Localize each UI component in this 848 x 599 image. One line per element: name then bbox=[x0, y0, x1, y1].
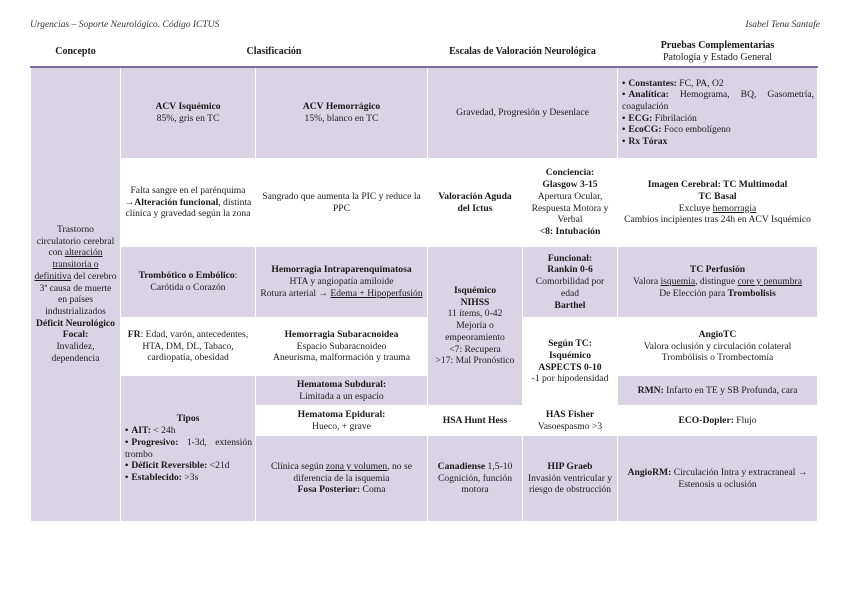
canadiense-cell bbox=[428, 436, 523, 522]
canadiense-text: 1,5-10 Cognición, función motora bbox=[437, 460, 513, 496]
conciencia-cell bbox=[523, 159, 618, 247]
fosa-text: Coma bbox=[360, 484, 386, 496]
barthel-label: Barthel bbox=[554, 299, 586, 311]
nihss-text-3: <7: Recupera bbox=[449, 343, 501, 355]
table-row bbox=[31, 376, 818, 406]
imagen-text-3: Cambios incipientes tras 24h en ACV Isquémico bbox=[624, 214, 811, 226]
list-item: • Déficit Reversible: <21d bbox=[125, 460, 252, 472]
perfusion-text-2: isquemia bbox=[660, 276, 696, 288]
sangrado-cell: Sangrado que aumenta la PIC y reduce la PPC bbox=[256, 159, 428, 247]
hip-text-3: Edema + Hipoperfusión bbox=[330, 287, 423, 299]
tipos-cell bbox=[121, 376, 256, 522]
conciencia-title: Conciencia: bbox=[545, 167, 595, 179]
aspects-text-2: Isquémico bbox=[548, 349, 592, 361]
rankin-label: Rankin 0-6 bbox=[547, 264, 593, 276]
funcional-cell bbox=[523, 247, 618, 318]
list-item: • Constantes: FC, PA, O2 bbox=[622, 78, 814, 90]
conciencia-text: Apertura Ocular, Respuesta Motora y Verbal bbox=[531, 190, 609, 226]
hsa-text-2: Aneurisma, malformación y trauma bbox=[273, 352, 410, 364]
fr-cell bbox=[121, 318, 256, 376]
trombotico-text: : Carótida o Corazón bbox=[150, 270, 238, 293]
angiotc-cell bbox=[618, 318, 818, 376]
pruebas-generales-cell bbox=[618, 67, 818, 159]
concepto-text-6: Invalidez, dependencia bbox=[51, 341, 100, 364]
hip-cell bbox=[256, 247, 428, 318]
fisher-cell bbox=[523, 406, 618, 436]
nihss-text-4: >17: Mal Pronóstico bbox=[435, 355, 515, 367]
hed-text: Hueco, + grave bbox=[312, 420, 371, 432]
table-row bbox=[31, 318, 818, 376]
hed-cell bbox=[256, 406, 428, 436]
fr-text: : Edad, varón, antecedentes, HTA, DM, DL, Tabaco, cardiopatía, obesidad bbox=[140, 328, 249, 364]
fr-title: FR bbox=[127, 328, 141, 340]
rmn-title: RMN: bbox=[637, 384, 664, 396]
header-row bbox=[31, 38, 818, 67]
concepto-text-4: 3ª causa de muerte en países industrializados bbox=[39, 282, 112, 317]
aspects-text-1: Según TC: bbox=[548, 338, 592, 350]
valoracion-aguda-cell: Valoración Aguda del Ictus bbox=[428, 159, 523, 247]
eco-text: Flujo bbox=[733, 414, 757, 426]
col-header-escalas: Escalas de Valoración Neurológica bbox=[428, 38, 618, 67]
tipos-title: Tipos bbox=[176, 413, 200, 425]
eco-dopler-cell bbox=[618, 406, 818, 436]
col-header-pruebas bbox=[618, 38, 818, 67]
graeb-title: HIP Graeb bbox=[547, 460, 593, 472]
concepto-text-5: Déficit Neurológico Focal: bbox=[36, 317, 115, 341]
funcional-title: Funcional: bbox=[547, 252, 593, 264]
trombotico-title: Trombótico o Embólico bbox=[138, 270, 235, 282]
falta-sangre-text: Falta sangre en el parénquima bbox=[130, 184, 246, 196]
concepto-text-2: alteración transitoria o definitiva bbox=[34, 247, 103, 282]
hip-text-2: Rotura arterial → bbox=[260, 287, 331, 299]
tc-perfusion-title: TC Perfusión bbox=[689, 264, 746, 276]
list-item: • AIT: < 24h bbox=[125, 425, 252, 437]
tc-perfusion-cell bbox=[618, 247, 818, 318]
acv-isquemico-title: ACV Isquémico bbox=[155, 101, 221, 113]
glasgow-label: Glasgow 3-15 bbox=[542, 179, 598, 191]
pruebas-generales-list bbox=[621, 78, 814, 148]
concepto-cell bbox=[31, 67, 121, 522]
trombotico-cell bbox=[121, 247, 256, 318]
graeb-text: Invasión ventricular y riesgo de obstrucción bbox=[527, 472, 613, 496]
hed-title: Hematoma Epidural: bbox=[297, 408, 386, 420]
nihss-cell bbox=[428, 247, 523, 406]
angiotc-title: AngioTC bbox=[698, 328, 737, 340]
arrow-icon: → bbox=[124, 196, 135, 208]
col-header-clasificacion: Clasificación bbox=[121, 38, 428, 67]
tc-basal-label: TC Basal bbox=[698, 190, 737, 202]
pruebas-title: Pruebas Complementarias bbox=[660, 39, 775, 51]
alteracion-funcional: Alteración funcional bbox=[134, 196, 219, 208]
fisher-title: HAS Fisher bbox=[545, 408, 595, 420]
nihss-text-1: 11 ítems, 0-42 bbox=[447, 308, 503, 320]
eco-title: ECO-Dopler: bbox=[678, 414, 734, 426]
clinica-text-3: , no se diferencia de la isquemia bbox=[293, 460, 412, 484]
aspects-label: ASPECTS 0-10 bbox=[538, 361, 602, 373]
acv-isquemico-text: 85%, gris en TC bbox=[156, 112, 220, 124]
angiorm-title: AngioRM: bbox=[627, 466, 672, 478]
clinica-text-1: Clínica según bbox=[271, 460, 326, 472]
list-item: • Analítica: Hemograma, BQ, Gasometría, coagulación bbox=[622, 89, 814, 112]
imagen-text-1: Excluye bbox=[678, 202, 713, 214]
document-title: Urgencias – Soporte Neurológico. Código ICTUS bbox=[30, 20, 220, 30]
nihss-title: Isquémico bbox=[453, 285, 497, 297]
aspects-cell bbox=[523, 318, 618, 406]
pruebas-subtitle: Patología y Estado General bbox=[662, 51, 773, 63]
falta-sangre-cell bbox=[121, 159, 256, 247]
page-header bbox=[30, 20, 820, 34]
imagen-cerebral-cell bbox=[618, 159, 818, 247]
table-row bbox=[31, 159, 818, 247]
concepto-text-3: del cerebro bbox=[71, 270, 117, 282]
angiotc-text-2: Trombólisis o Trombectomía bbox=[661, 352, 774, 364]
hsa-title: Hemorragia Subaracnoidea bbox=[284, 328, 399, 340]
rmn-cell bbox=[618, 376, 818, 406]
nihss-text-2: Mejoría o empeoramiento bbox=[445, 320, 505, 343]
list-item: • Establecido: >3s bbox=[125, 472, 252, 484]
concepto-text-1: Trastorno circulatorio cerebral con bbox=[36, 224, 115, 259]
list-item: • Progresivo: 1-3d, extensión trombo bbox=[125, 437, 252, 460]
imagen-text-2: hemorragia bbox=[712, 202, 757, 214]
perfusion-text-6: Trombolisis bbox=[727, 287, 776, 299]
angiotc-text-1: Valora oclusión y circulación colateral bbox=[643, 340, 792, 352]
hsd-title: Hematoma Subdural: bbox=[296, 378, 387, 390]
gravedad-cell: Gravedad, Progresión y Desenlace bbox=[428, 67, 618, 159]
acv-hemorragico-cell bbox=[256, 67, 428, 159]
nihss-label: NIHSS bbox=[460, 296, 490, 308]
funcional-text: Comorbilidad por edad bbox=[535, 276, 605, 299]
acv-isquemico-cell bbox=[121, 67, 256, 159]
fosa-title: Fosa Posterior: bbox=[297, 484, 361, 496]
graeb-cell bbox=[523, 436, 618, 522]
falta-sangre-text-2: , distinta clínica y gravedad según la zona bbox=[125, 196, 252, 220]
list-item: • ECG: Fibrilación bbox=[622, 113, 814, 125]
perfusion-text-4: core y penumbra bbox=[737, 276, 802, 288]
acv-hemorragico-text: 15%, blanco en TC bbox=[304, 112, 379, 124]
ictus-table bbox=[30, 37, 818, 522]
angiorm-text: Circulación Intra y extracraneal → Estenosis u oclusión bbox=[671, 466, 808, 490]
list-item: • EcoCG: Foco embolígeno bbox=[622, 124, 814, 136]
imagen-cerebral-title: Imagen Cerebral: TC Multimodal bbox=[647, 179, 788, 191]
perfusion-text-3: , distingue bbox=[695, 276, 738, 288]
intubacion-label: <8: Intubación bbox=[539, 225, 601, 237]
hsa-cell bbox=[256, 318, 428, 376]
perfusion-text-1: Valora bbox=[633, 276, 661, 288]
clinica-cell bbox=[256, 436, 428, 522]
author-name: Isabel Tena Santafe bbox=[745, 20, 820, 30]
perfusion-text-5: De Elección para bbox=[659, 287, 728, 299]
hsa-text-1: Espacio Subaracnoideo bbox=[296, 340, 387, 352]
hsd-cell bbox=[256, 376, 428, 406]
table-row bbox=[31, 247, 818, 318]
hsd-text: Limitada a un espacio bbox=[299, 390, 384, 402]
hunt-hess-cell: HSA Hunt Hess bbox=[428, 406, 523, 436]
acv-hemorragico-title: ACV Hemorrágico bbox=[302, 101, 381, 113]
fisher-text: Vasoespasmo >3 bbox=[537, 420, 603, 432]
hip-text-1: HTA y angiopatía amiloide bbox=[289, 276, 394, 288]
canadiense-title: Canadiense bbox=[437, 460, 486, 472]
clinica-text-2: zona y volumen bbox=[325, 460, 388, 472]
table-row bbox=[31, 67, 818, 159]
rmn-text: Infarto en TE y SB Profunda, cara bbox=[663, 384, 798, 396]
list-item: • Rx Tórax bbox=[622, 136, 814, 148]
angiorm-cell bbox=[618, 436, 818, 522]
hip-title: Hemorragia Intraparenquimatosa bbox=[271, 264, 412, 276]
tipos-list bbox=[124, 425, 252, 484]
aspects-text-4: -1 por hipodensidad bbox=[531, 373, 609, 385]
col-header-concepto: Concepto bbox=[31, 38, 121, 67]
